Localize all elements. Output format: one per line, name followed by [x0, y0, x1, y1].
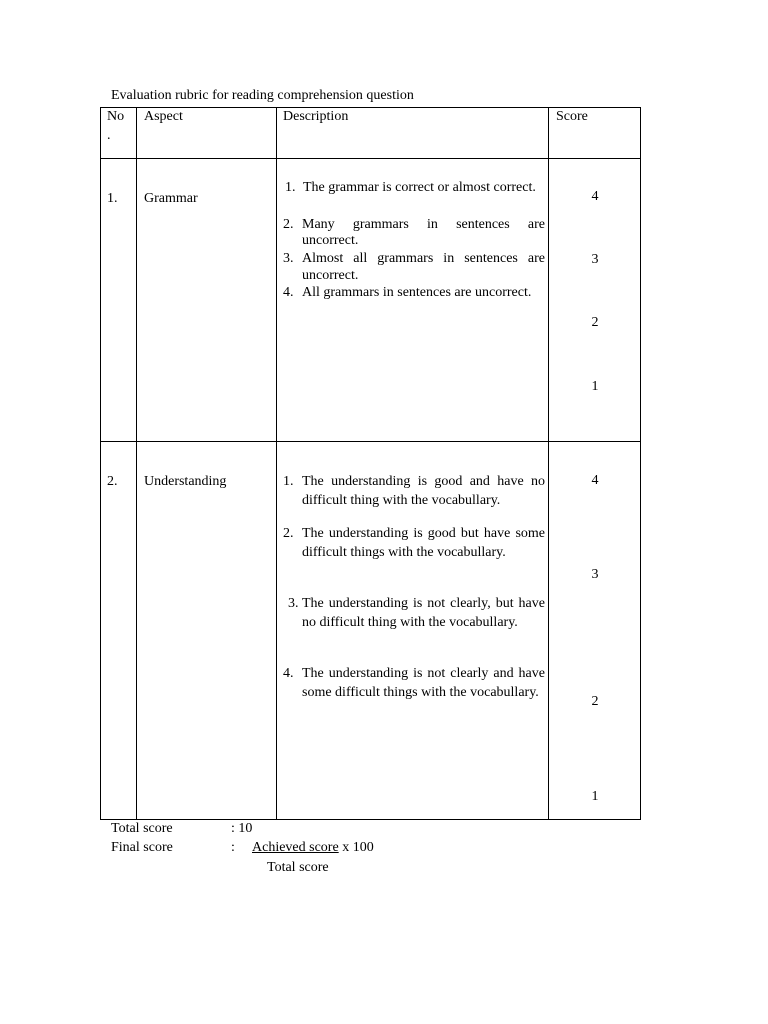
row-2-item-1: 1. The understanding is good and have no difficult thing with the vocabullary.	[283, 474, 545, 508]
row-1-score-2: 3	[591, 252, 599, 267]
total-score-label: Total score	[111, 821, 173, 836]
row-1-item-3: 3. Almost all grammars in sentences are uncorrect.	[283, 251, 545, 283]
total-score-value: : 10	[231, 821, 253, 836]
row-1-item-4: 4. All grammars in sentences are uncorrect.	[283, 285, 532, 300]
header-divider	[100, 158, 641, 159]
formula-numerator: Achieved score	[252, 840, 339, 855]
row-2-aspect: Understanding	[144, 474, 227, 489]
header-score: Score	[556, 109, 588, 124]
column-divider-no	[136, 107, 137, 820]
row-2-score-3: 2	[591, 694, 599, 709]
final-score-colon: :	[231, 840, 235, 855]
row-1-no: 1.	[107, 191, 118, 206]
row-1-score-3: 2	[591, 315, 599, 330]
row-2-item-2: 2. The understanding is good but have some difficult things with the vocabullary.	[283, 526, 545, 560]
row-divider	[100, 441, 641, 442]
row-2-score-1: 4	[591, 473, 599, 488]
header-description: Description	[283, 109, 349, 124]
header-no-dot: .	[107, 128, 111, 143]
header-no: No	[107, 109, 125, 124]
row-1-item-2: 2. Many grammars in sentences are uncorrect.	[283, 217, 545, 248]
table-border-bottom	[100, 819, 641, 820]
table-border-right	[640, 107, 641, 820]
row-2-no: 2.	[107, 474, 118, 489]
row-2-score-2: 3	[591, 567, 599, 582]
table-border-left	[100, 107, 101, 820]
row-2-item-3: 3. The understanding is not clearly, but have no difficult thing with the vocabullary.	[288, 596, 545, 630]
row-2-item-4: 4. The understanding is not clearly and have some difficult things with the vocabullary.	[283, 666, 545, 700]
row-1-item-1: 1. The grammar is correct or almost correct.	[285, 180, 536, 195]
header-aspect: Aspect	[144, 109, 183, 124]
table-caption: Evaluation rubric for reading comprehension question	[111, 88, 414, 103]
formula-numerator-line	[252, 838, 374, 857]
row-1-score-1: 4	[591, 189, 599, 204]
row-2-score-4: 1	[591, 789, 599, 804]
formula-denominator: Total score	[267, 860, 329, 875]
row-1-score-4: 1	[591, 379, 599, 394]
row-1-aspect: Grammar	[144, 191, 198, 206]
final-score-label: Final score	[111, 840, 173, 855]
formula-multiplier: x 100	[338, 840, 374, 855]
column-divider-aspect	[276, 107, 277, 820]
column-divider-description	[548, 107, 549, 820]
